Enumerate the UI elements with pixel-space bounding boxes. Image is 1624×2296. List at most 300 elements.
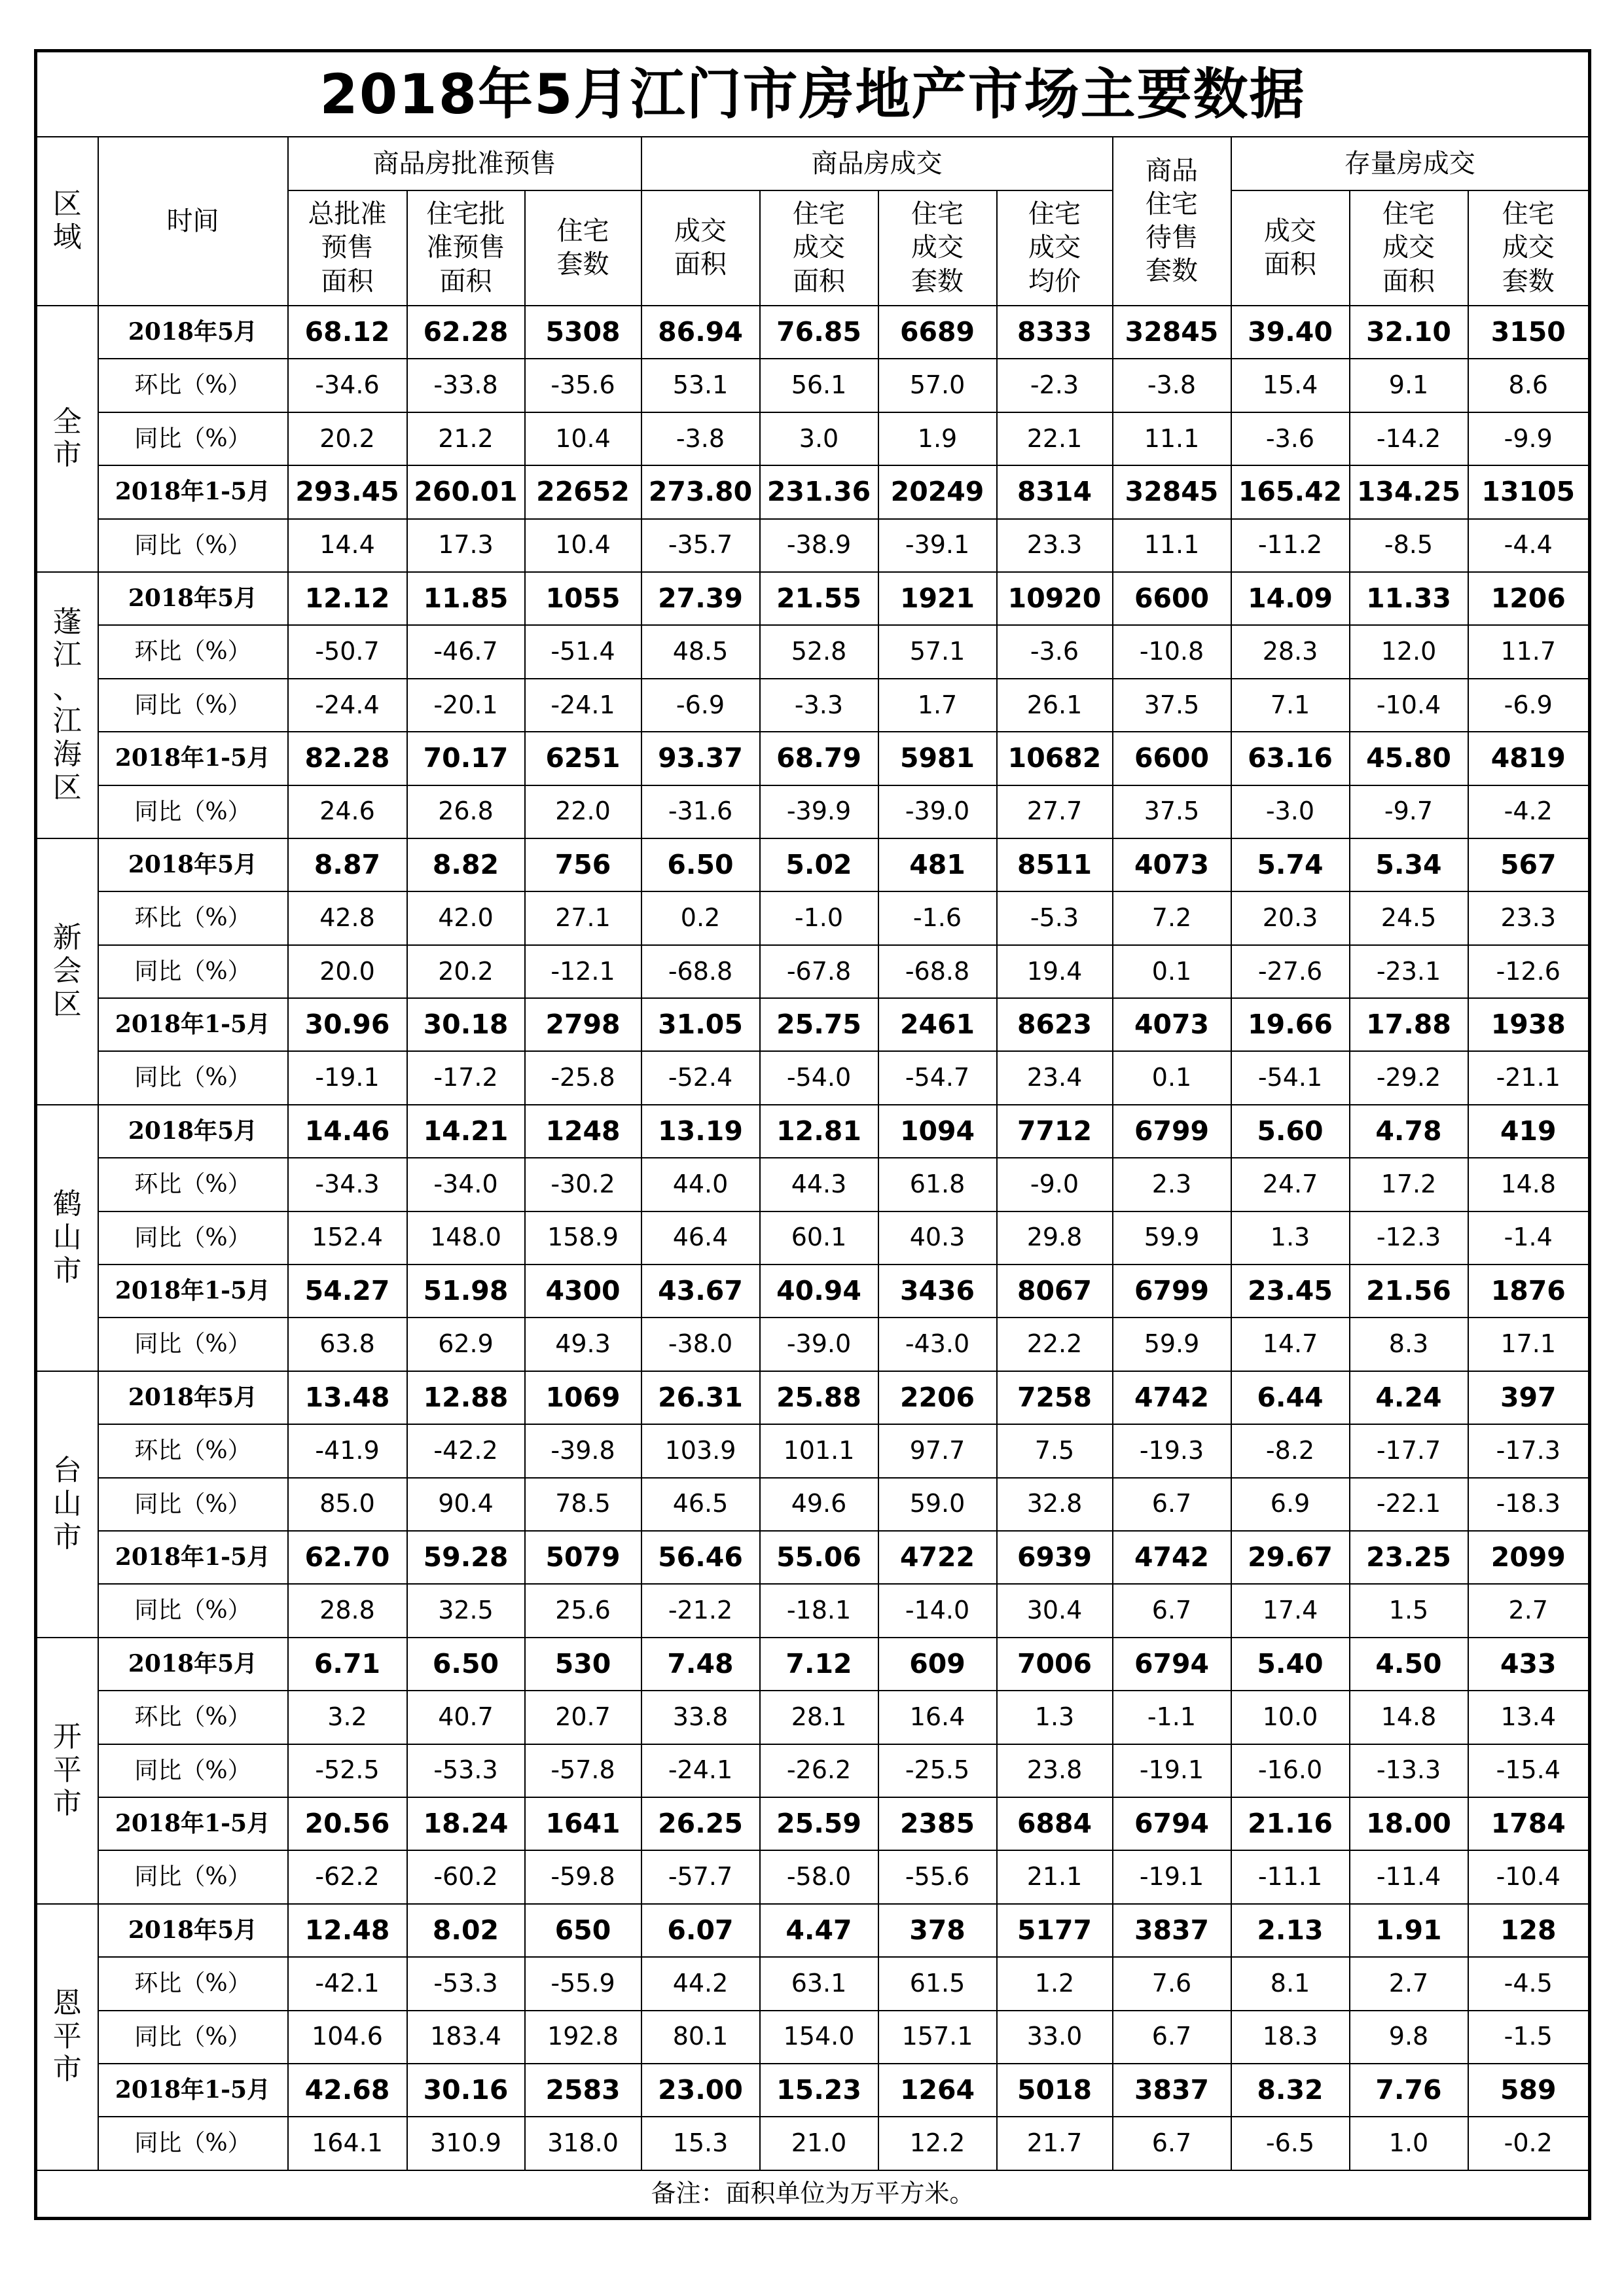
data-cell: 1.7: [878, 679, 997, 732]
data-cell: -17.2: [407, 1051, 525, 1104]
data-cell: -4.5: [1468, 1957, 1590, 2010]
data-cell: 17.88: [1350, 998, 1468, 1051]
data-cell: 0.1: [1113, 1051, 1231, 1104]
housing-data-table: [34, 49, 1591, 2220]
data-cell: 5.60: [1231, 1105, 1350, 1158]
data-cell: -10.4: [1468, 1850, 1590, 1903]
data-cell: 1055: [525, 572, 641, 625]
header-unsold-line: 套数: [1146, 256, 1198, 287]
data-cell: 4.24: [1350, 1371, 1468, 1424]
data-cell: -1.0: [760, 891, 878, 944]
data-cell: 1248: [525, 1105, 641, 1158]
data-cell: -15.4: [1468, 1744, 1590, 1797]
data-cell: 4.47: [760, 1904, 878, 1957]
data-cell: -11.2: [1231, 519, 1350, 572]
table-row: [36, 2011, 1590, 2064]
row-label: 同比（%）: [98, 1850, 288, 1903]
data-cell: 53.1: [641, 359, 760, 412]
data-cell: 13.19: [641, 1105, 760, 1158]
data-cell: 33.0: [997, 2011, 1113, 2064]
data-cell: 2206: [878, 1371, 997, 1424]
row-label: 环比（%）: [98, 891, 288, 944]
data-cell: 7.12: [760, 1638, 878, 1691]
data-cell: 17.4: [1231, 1584, 1350, 1637]
data-cell: 37.5: [1113, 679, 1231, 732]
data-cell: -23.1: [1350, 945, 1468, 998]
row-label: 环比（%）: [98, 359, 288, 412]
row-label: 同比（%）: [98, 1318, 288, 1371]
data-cell: 134.25: [1350, 465, 1468, 518]
region-name: 全 市: [36, 306, 98, 572]
data-cell: 68.79: [760, 732, 878, 785]
row-label: 2018年1-5月: [98, 2064, 288, 2117]
data-cell: 4819: [1468, 732, 1590, 785]
row-label: 同比（%）: [98, 1051, 288, 1104]
data-cell: 15.3: [641, 2117, 760, 2170]
data-cell: 310.9: [407, 2117, 525, 2170]
data-cell: 20.0: [288, 945, 407, 998]
data-cell: 293.45: [288, 465, 407, 518]
data-cell: -19.3: [1113, 1424, 1231, 1477]
data-cell: 1.5: [1350, 1584, 1468, 1637]
data-cell: 8.32: [1231, 2064, 1350, 2117]
data-cell: 13.4: [1468, 1691, 1590, 1744]
header-unsold-line: 住宅: [1146, 188, 1198, 219]
data-cell: 5.02: [760, 838, 878, 891]
data-cell: 1206: [1468, 572, 1590, 625]
data-cell: 4073: [1113, 998, 1231, 1051]
data-cell: 8333: [997, 306, 1113, 359]
data-cell: 59.9: [1113, 1211, 1231, 1265]
data-cell: 57.0: [878, 359, 997, 412]
data-cell: 5.40: [1231, 1638, 1350, 1691]
data-cell: -13.3: [1350, 1744, 1468, 1797]
data-cell: -24.1: [641, 1744, 760, 1797]
data-cell: 13.48: [288, 1371, 407, 1424]
data-cell: 49.3: [525, 1318, 641, 1371]
table-row: [36, 1744, 1590, 1797]
table-row: [36, 1531, 1590, 1584]
data-cell: 157.1: [878, 2011, 997, 2064]
data-cell: -18.1: [760, 1584, 878, 1637]
data-cell: 154.0: [760, 2011, 878, 2064]
data-cell: 44.2: [641, 1957, 760, 2010]
data-cell: 1938: [1468, 998, 1590, 1051]
data-cell: 86.94: [641, 306, 760, 359]
data-cell: 46.5: [641, 1478, 760, 1531]
data-cell: 6799: [1113, 1105, 1231, 1158]
data-cell: 397: [1468, 1371, 1590, 1424]
data-cell: 6.7: [1113, 1584, 1231, 1637]
data-cell: 6.07: [641, 1904, 760, 1957]
table-row: [36, 572, 1590, 625]
data-cell: 18.00: [1350, 1797, 1468, 1850]
data-cell: 756: [525, 838, 641, 891]
data-cell: 3.0: [760, 412, 878, 465]
data-cell: -14.2: [1350, 412, 1468, 465]
data-cell: 61.5: [878, 1957, 997, 2010]
data-cell: -11.1: [1231, 1850, 1350, 1903]
column-header-6: 住宅 成交 均价: [997, 190, 1113, 306]
data-cell: 49.6: [760, 1478, 878, 1531]
data-cell: 90.4: [407, 1478, 525, 1531]
data-cell: 12.81: [760, 1105, 878, 1158]
table-row: [36, 1797, 1590, 1850]
data-cell: 17.2: [1350, 1158, 1468, 1211]
data-cell: -22.1: [1350, 1478, 1468, 1531]
header-unsold-line: 待售: [1146, 223, 1198, 253]
data-cell: 1.3: [997, 1691, 1113, 1744]
data-cell: -21.2: [641, 1584, 760, 1637]
data-cell: 7.2: [1113, 891, 1231, 944]
data-cell: 40.94: [760, 1265, 878, 1318]
data-cell: -10.4: [1350, 679, 1468, 732]
data-cell: 20.7: [525, 1691, 641, 1744]
row-label: 2018年5月: [98, 1371, 288, 1424]
data-cell: 2099: [1468, 1531, 1590, 1584]
header-time: 时间: [98, 137, 288, 306]
table-row: [36, 359, 1590, 412]
data-cell: 6.50: [407, 1638, 525, 1691]
row-label: 同比（%）: [98, 2011, 288, 2064]
data-cell: 1.9: [878, 412, 997, 465]
table-row: [36, 945, 1590, 998]
data-cell: -0.2: [1468, 2117, 1590, 2170]
column-header-5: 住宅 成交 套数: [878, 190, 997, 306]
data-cell: 481: [878, 838, 997, 891]
data-cell: 1.3: [1231, 1211, 1350, 1265]
data-cell: 14.8: [1350, 1691, 1468, 1744]
data-cell: 24.5: [1350, 891, 1468, 944]
data-cell: -2.3: [997, 359, 1113, 412]
data-cell: -51.4: [525, 625, 641, 678]
data-cell: 70.17: [407, 732, 525, 785]
data-cell: 183.4: [407, 2011, 525, 2064]
row-label: 同比（%）: [98, 679, 288, 732]
data-cell: 260.01: [407, 465, 525, 518]
data-cell: -50.7: [288, 625, 407, 678]
data-cell: 5.74: [1231, 838, 1350, 891]
column-header-8: 住宅 成交 面积: [1350, 190, 1468, 306]
table-row: [36, 2064, 1590, 2117]
row-label: 2018年5月: [98, 1638, 288, 1691]
data-cell: -1.6: [878, 891, 997, 944]
data-cell: 4.78: [1350, 1105, 1468, 1158]
data-cell: 42.68: [288, 2064, 407, 2117]
data-cell: 6799: [1113, 1265, 1231, 1318]
data-cell: 30.96: [288, 998, 407, 1051]
data-cell: 21.1: [997, 1850, 1113, 1903]
data-cell: 530: [525, 1638, 641, 1691]
data-cell: 8.3: [1350, 1318, 1468, 1371]
data-cell: 231.36: [760, 465, 878, 518]
data-cell: 62.28: [407, 306, 525, 359]
header-group-deal: 商品房成交: [641, 137, 1113, 190]
column-header-3: 成交 面积: [641, 190, 760, 306]
data-cell: -4.4: [1468, 519, 1590, 572]
data-cell: 2.7: [1468, 1584, 1590, 1637]
data-cell: 6689: [878, 306, 997, 359]
data-cell: 82.28: [288, 732, 407, 785]
data-cell: 15.4: [1231, 359, 1350, 412]
data-cell: -57.7: [641, 1850, 760, 1903]
data-cell: 22652: [525, 465, 641, 518]
column-header-1: 住宅批 准预售 面积: [407, 190, 525, 306]
data-cell: 29.67: [1231, 1531, 1350, 1584]
data-cell: 433: [1468, 1638, 1590, 1691]
row-label: 环比（%）: [98, 1957, 288, 2010]
table-row: [36, 1051, 1590, 1104]
data-cell: 42.0: [407, 891, 525, 944]
data-cell: -17.3: [1468, 1424, 1590, 1477]
data-cell: 57.1: [878, 625, 997, 678]
data-cell: 59.9: [1113, 1318, 1231, 1371]
data-cell: -27.6: [1231, 945, 1350, 998]
data-cell: 4073: [1113, 838, 1231, 891]
row-label: 2018年1-5月: [98, 998, 288, 1051]
table-row: [36, 1211, 1590, 1265]
table-row: [36, 1371, 1590, 1424]
row-label: 2018年1-5月: [98, 465, 288, 518]
data-cell: -68.8: [641, 945, 760, 998]
data-cell: -1.4: [1468, 1211, 1590, 1265]
data-cell: -42.2: [407, 1424, 525, 1477]
data-cell: 21.16: [1231, 1797, 1350, 1850]
data-cell: -8.5: [1350, 519, 1468, 572]
data-cell: -42.1: [288, 1957, 407, 2010]
data-cell: 273.80: [641, 465, 760, 518]
data-cell: 12.0: [1350, 625, 1468, 678]
data-cell: -55.6: [878, 1850, 997, 1903]
data-cell: -26.2: [760, 1744, 878, 1797]
data-cell: 4722: [878, 1531, 997, 1584]
data-cell: 1876: [1468, 1265, 1590, 1318]
data-cell: -3.6: [997, 625, 1113, 678]
data-cell: -43.0: [878, 1318, 997, 1371]
data-cell: 19.4: [997, 945, 1113, 998]
data-cell: 21.55: [760, 572, 878, 625]
data-cell: 3436: [878, 1265, 997, 1318]
data-cell: 43.67: [641, 1265, 760, 1318]
data-cell: 61.8: [878, 1158, 997, 1211]
row-label: 同比（%）: [98, 1744, 288, 1797]
table-row: [36, 1638, 1590, 1691]
data-cell: -5.3: [997, 891, 1113, 944]
data-cell: 17.3: [407, 519, 525, 572]
data-cell: 1784: [1468, 1797, 1590, 1850]
data-cell: -62.2: [288, 1850, 407, 1903]
data-cell: 9.1: [1350, 359, 1468, 412]
data-cell: 22.0: [525, 785, 641, 838]
data-cell: 23.4: [997, 1051, 1113, 1104]
data-cell: 14.21: [407, 1105, 525, 1158]
data-cell: 8.1: [1231, 1957, 1350, 2010]
data-cell: 7.6: [1113, 1957, 1231, 2010]
row-label: 环比（%）: [98, 1424, 288, 1477]
data-cell: 26.1: [997, 679, 1113, 732]
data-cell: -3.8: [641, 412, 760, 465]
row-label: 环比（%）: [98, 625, 288, 678]
data-cell: 4742: [1113, 1371, 1231, 1424]
data-cell: 27.39: [641, 572, 760, 625]
data-cell: 32.10: [1350, 306, 1468, 359]
table-row: [36, 2117, 1590, 2170]
data-cell: -30.2: [525, 1158, 641, 1211]
data-cell: 11.33: [1350, 572, 1468, 625]
data-cell: 148.0: [407, 1211, 525, 1265]
data-cell: 23.8: [997, 1744, 1113, 1797]
data-cell: -8.2: [1231, 1424, 1350, 1477]
data-cell: -25.8: [525, 1051, 641, 1104]
data-cell: 7712: [997, 1105, 1113, 1158]
data-cell: -41.9: [288, 1424, 407, 1477]
data-cell: -53.3: [407, 1957, 525, 2010]
table-row: [36, 679, 1590, 732]
data-cell: -19.1: [1113, 1744, 1231, 1797]
data-cell: 68.12: [288, 306, 407, 359]
data-cell: 101.1: [760, 1424, 878, 1477]
data-cell: 2583: [525, 2064, 641, 2117]
data-cell: 1641: [525, 1797, 641, 1850]
data-cell: 32.5: [407, 1584, 525, 1637]
data-cell: -12.3: [1350, 1211, 1468, 1265]
data-cell: 25.88: [760, 1371, 878, 1424]
data-cell: -21.1: [1468, 1051, 1590, 1104]
data-cell: 3837: [1113, 1904, 1231, 1957]
data-cell: 30.16: [407, 2064, 525, 2117]
data-cell: 12.2: [878, 2117, 997, 2170]
row-label: 同比（%）: [98, 2117, 288, 2170]
data-cell: 52.8: [760, 625, 878, 678]
data-cell: -52.4: [641, 1051, 760, 1104]
data-cell: 10.4: [525, 412, 641, 465]
data-cell: 8067: [997, 1265, 1113, 1318]
data-cell: 21.0: [760, 2117, 878, 2170]
data-cell: 11.7: [1468, 625, 1590, 678]
data-cell: 44.3: [760, 1158, 878, 1211]
data-cell: 20249: [878, 465, 997, 518]
data-cell: 46.4: [641, 1211, 760, 1265]
data-cell: 16.4: [878, 1691, 997, 1744]
page-title: 2018年5月江门市房地产市场主要数据: [36, 51, 1590, 137]
data-cell: 14.09: [1231, 572, 1350, 625]
data-cell: 609: [878, 1638, 997, 1691]
table-row: [36, 1318, 1590, 1371]
data-cell: 78.5: [525, 1478, 641, 1531]
data-cell: 1069: [525, 1371, 641, 1424]
region-name: 新 会 区: [36, 838, 98, 1105]
data-cell: 37.5: [1113, 785, 1231, 838]
data-cell: 8314: [997, 465, 1113, 518]
data-cell: -6.9: [1468, 679, 1590, 732]
data-cell: 567: [1468, 838, 1590, 891]
footnote: 备注：面积单位为万平方米。: [36, 2170, 1590, 2219]
data-cell: 6.7: [1113, 1478, 1231, 1531]
data-cell: 51.98: [407, 1265, 525, 1318]
data-cell: -12.1: [525, 945, 641, 998]
table-row: [36, 1584, 1590, 1637]
data-cell: -54.1: [1231, 1051, 1350, 1104]
data-cell: 8.6: [1468, 359, 1590, 412]
table-row: [36, 838, 1590, 891]
data-cell: 6.71: [288, 1638, 407, 1691]
data-cell: 8.82: [407, 838, 525, 891]
table-row: [36, 1424, 1590, 1477]
data-cell: -24.4: [288, 679, 407, 732]
data-cell: 650: [525, 1904, 641, 1957]
data-cell: 17.1: [1468, 1318, 1590, 1371]
data-cell: -3.6: [1231, 412, 1350, 465]
data-cell: 40.7: [407, 1691, 525, 1744]
data-cell: 23.3: [997, 519, 1113, 572]
row-label: 2018年1-5月: [98, 1797, 288, 1850]
region-name: 恩 平 市: [36, 1904, 98, 2170]
data-cell: -29.2: [1350, 1051, 1468, 1104]
header-group-presale: 商品房批准预售: [288, 137, 641, 190]
data-cell: 5308: [525, 306, 641, 359]
data-cell: 20.56: [288, 1797, 407, 1850]
table-row: [36, 891, 1590, 944]
data-cell: 20.2: [407, 945, 525, 998]
data-cell: -59.8: [525, 1850, 641, 1903]
data-cell: 165.42: [1231, 465, 1350, 518]
data-cell: 21.2: [407, 412, 525, 465]
data-cell: -39.0: [760, 1318, 878, 1371]
data-cell: 32845: [1113, 465, 1231, 518]
table-row: [36, 519, 1590, 572]
header-group-stock: 存量房成交: [1231, 137, 1590, 190]
data-cell: 8511: [997, 838, 1113, 891]
data-cell: 10.4: [525, 519, 641, 572]
data-cell: 4.50: [1350, 1638, 1468, 1691]
table-row: [36, 1478, 1590, 1531]
row-label: 环比（%）: [98, 1158, 288, 1211]
data-cell: -6.9: [641, 679, 760, 732]
table-row: [36, 998, 1590, 1051]
data-cell: 6794: [1113, 1638, 1231, 1691]
data-cell: 55.06: [760, 1531, 878, 1584]
data-cell: -4.2: [1468, 785, 1590, 838]
data-cell: 6.9: [1231, 1478, 1350, 1531]
data-cell: 9.8: [1350, 2011, 1468, 2064]
data-cell: -58.0: [760, 1850, 878, 1903]
data-cell: 8.87: [288, 838, 407, 891]
data-cell: 7006: [997, 1638, 1113, 1691]
data-cell: 21.7: [997, 2117, 1113, 2170]
data-cell: -3.0: [1231, 785, 1350, 838]
data-cell: 28.3: [1231, 625, 1350, 678]
data-cell: 1264: [878, 2064, 997, 2117]
data-cell: -68.8: [878, 945, 997, 998]
data-cell: 20.3: [1231, 891, 1350, 944]
region-name: 蓬 江 、 江 海 区: [36, 572, 98, 838]
data-cell: 7.76: [1350, 2064, 1468, 2117]
data-cell: 39.40: [1231, 306, 1350, 359]
data-cell: 164.1: [288, 2117, 407, 2170]
data-cell: 3150: [1468, 306, 1590, 359]
data-cell: 12.12: [288, 572, 407, 625]
column-header-9: 住宅 成交 套数: [1468, 190, 1590, 306]
data-cell: 15.23: [760, 2064, 878, 2117]
data-cell: -38.9: [760, 519, 878, 572]
data-cell: -39.8: [525, 1424, 641, 1477]
data-cell: 2798: [525, 998, 641, 1051]
data-cell: 3.2: [288, 1691, 407, 1744]
data-cell: 1921: [878, 572, 997, 625]
data-cell: 0.2: [641, 891, 760, 944]
data-cell: -9.7: [1350, 785, 1468, 838]
table-row: [36, 412, 1590, 465]
